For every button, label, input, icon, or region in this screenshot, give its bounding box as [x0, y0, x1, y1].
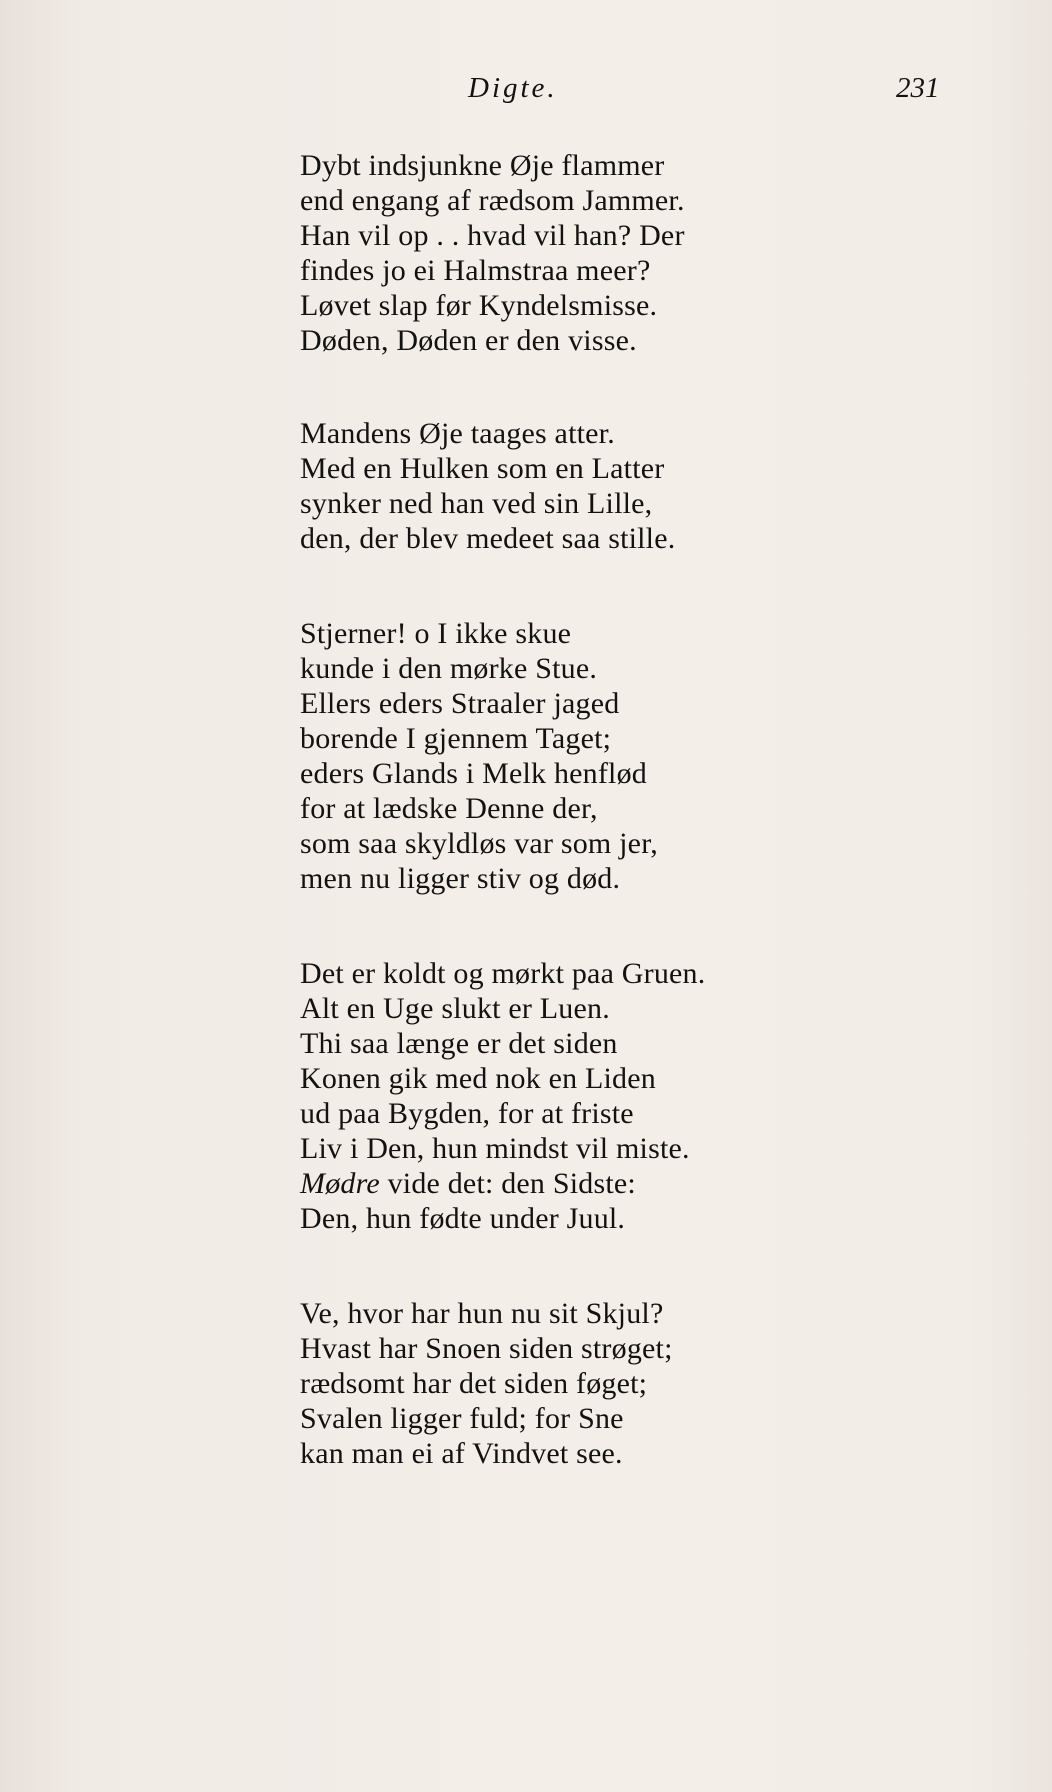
poem-line: Med en Hulken som en Latter — [300, 452, 665, 485]
poem-line: kunde i den mørke Stue. — [300, 652, 598, 685]
italic-word: Mødre — [300, 1167, 380, 1200]
poem-line: den, der blev medeet saa stille. — [300, 522, 676, 555]
poem-line: eders Glands i Melk henflød — [300, 757, 647, 790]
poem-line: findes jo ei Halmstraa meer? — [300, 254, 651, 287]
poem-line: Hvast har Snoen siden strøget; — [300, 1332, 673, 1365]
poem-line: ud paa Bygden, for at friste — [300, 1097, 634, 1130]
poem-line-rest: vide det: den Sidste: — [387, 1167, 636, 1200]
poem-line: Ve, hvor har hun nu sit Skjul? — [300, 1297, 664, 1330]
poem-line: Konen gik med nok en Liden — [300, 1062, 656, 1095]
poem-line: Den, hun fødte under Juul. — [300, 1202, 626, 1235]
poem-line: Døden, Døden er den visse. — [300, 324, 637, 357]
stanza-5 — [300, 1296, 760, 1471]
poem-line: Liv i Den, hun mindst vil miste. — [300, 1132, 690, 1165]
running-head — [0, 72, 1052, 112]
stanza-3 — [300, 616, 760, 896]
poem-line: Ellers eders Straaler jaged — [300, 687, 620, 720]
running-title: Digte. — [468, 72, 558, 104]
stanza-4 — [300, 956, 760, 1236]
poem-line: rædsomt har det siden føget; — [300, 1367, 648, 1400]
poem-line: som saa skyldløs var som jer, — [300, 827, 658, 860]
poem-line: Mandens Øje taages atter. — [300, 417, 615, 450]
poem-line: Thi saa længe er det siden — [300, 1027, 618, 1060]
poem-line: Det er koldt og mørkt paa Gruen. — [300, 957, 706, 990]
poem-line — [300, 1166, 760, 1201]
poem-line: Han vil op . . hvad vil han? Der — [300, 219, 685, 252]
stanza-2 — [300, 416, 760, 556]
poem-line: for at lædske Denne der, — [300, 792, 598, 825]
poem-body — [300, 148, 760, 1527]
stanza-1 — [300, 148, 760, 358]
poem-line: Dybt indsjunkne Øje flammer — [300, 149, 665, 182]
poem-line: men nu ligger stiv og død. — [300, 862, 621, 895]
poem-line: Svalen ligger fuld; for Sne — [300, 1402, 624, 1435]
poem-line: Stjerner! o I ikke skue — [300, 617, 572, 650]
poem-line: Løvet slap før Kyndelsmisse. — [300, 289, 658, 322]
poem-line: kan man ei af Vindvet see. — [300, 1437, 623, 1470]
poem-line: Alt en Uge slukt er Luen. — [300, 992, 610, 1025]
page-number: 231 — [896, 72, 940, 104]
poem-line: borende I gjennem Taget; — [300, 722, 612, 755]
poem-line: end engang af rædsom Jammer. — [300, 184, 685, 217]
poem-line: synker ned han ved sin Lille, — [300, 487, 653, 520]
